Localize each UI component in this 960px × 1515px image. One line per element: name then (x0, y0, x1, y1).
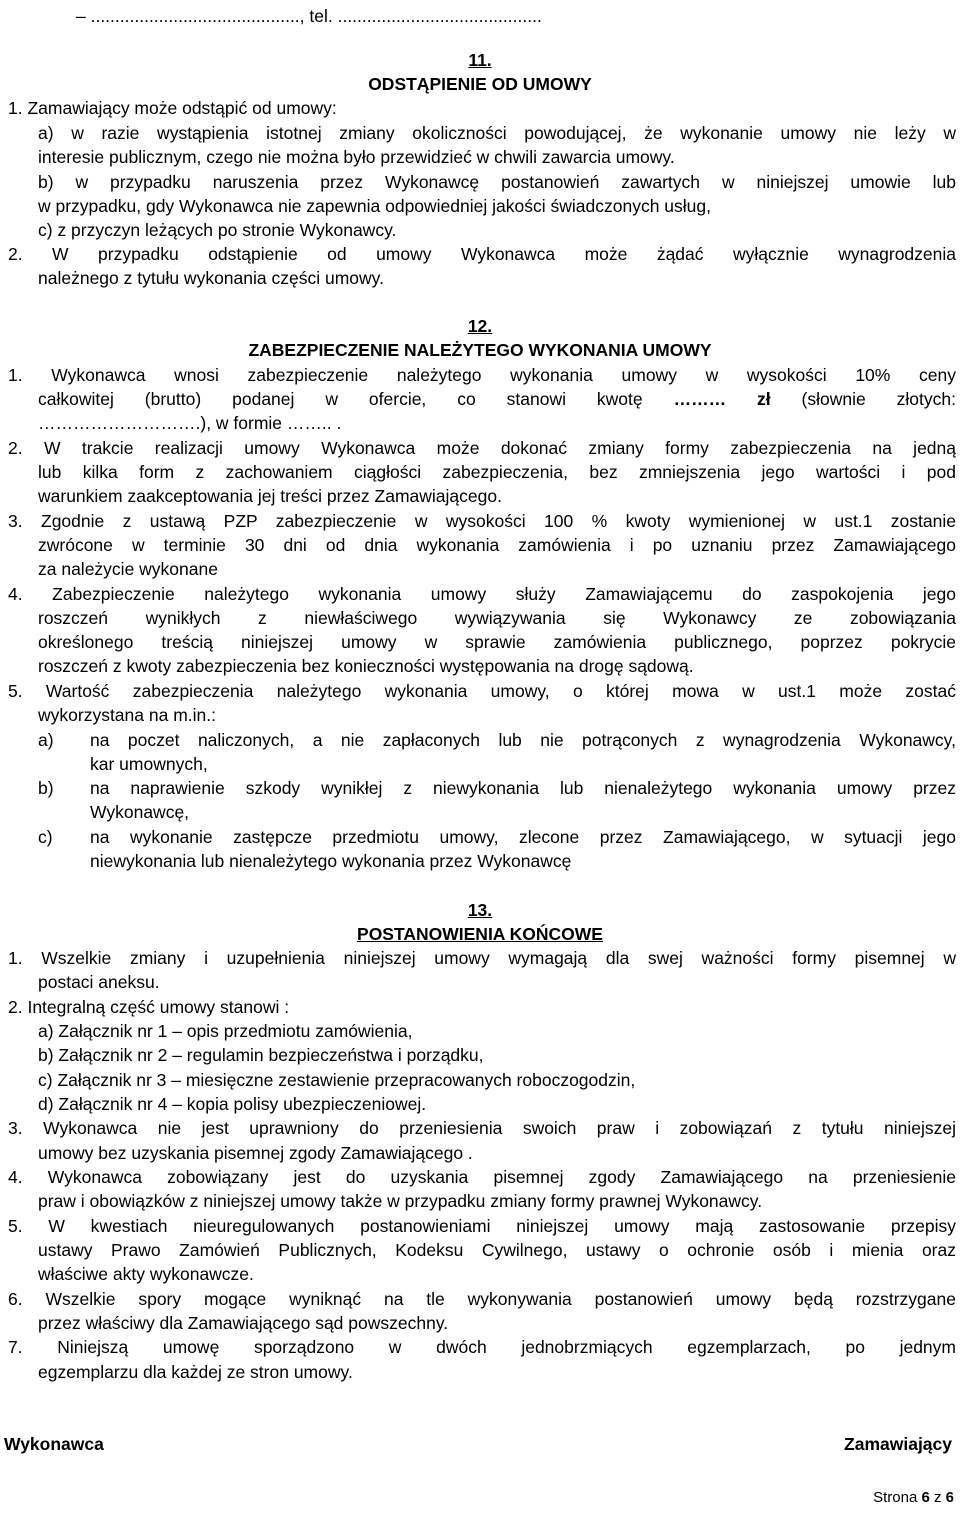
s12-sub-c-line-1: na wykonanie zastępcze przedmiotu umowy, zlecone przez Zamawiającego, w sytuacji jego (90, 827, 956, 847)
s13-item-2: 2. Integralną część umowy stanowi : (8, 997, 290, 1017)
section-13-title: POSTANOWIENIA KOŃCOWE (357, 924, 603, 944)
s12-sub-a-line-1: na poczet naliczonych, a nie zapłaconych lub nie potrąconych z wynagrodzenia Wykonawcy, (90, 730, 956, 750)
s11-item-b-line-2: w przypadku, gdy Wykonawca nie zapewnia odpowiedniej jakości świadczonych usług, (38, 196, 711, 216)
s13-attachment-b: b) Załącznik nr 2 – regulamin bezpieczeństwa i porządku, (38, 1045, 484, 1065)
section-12-number: 12. (467, 316, 493, 336)
s12-sub-a-line-2: kar umownych, (90, 754, 208, 774)
s11-item-2-line-2: należnego z tytułu wykonania części umowy. (38, 268, 384, 288)
s12-sub-c-label: c) (38, 827, 53, 847)
s12-item-1-line-1: 1. Wykonawca wnosi zabezpieczenie należytego wykonania umowy w wysokości 10% ceny (8, 365, 956, 385)
s12-sub-c-line-2: niewykonania lub nienależytego wykonania przez Wykonawcę (90, 851, 572, 871)
section-12-title: ZABEZPIECZENIE NALEŻYTEGO WYKONANIA UMOWY (248, 340, 712, 360)
s12-item-2-line-3: warunkiem zaakceptowania jej treści przez Zamawiającego. (38, 486, 502, 506)
s13-item-1-line-2: postaci aneksu. (38, 972, 160, 992)
s11-item-a-line-1: a) w razie wystąpienia istotnej zmiany okoliczności powodującej, że wykonanie umowy nie leży w (38, 123, 956, 143)
s12-item-4-line-3: określonego treścią niniejszej umowy w sprawie zamówienia publicznego, poprzez pokrycie (38, 632, 956, 652)
section-13-number: 13. (467, 900, 493, 920)
s12-item-3-line-2: zwrócone w terminie 30 dni od dnia wykonania zamówienia i po uznaniu przez Zamawiającego (38, 535, 956, 555)
s13-attachment-a: a) Załącznik nr 1 – opis przedmiotu zamówienia, (38, 1021, 413, 1041)
s12-item-4-line-2: roszczeń wynikłych z niewłaściwego wywiązywania się Wykonawcy ze zobowiązania (38, 608, 956, 628)
s12-item-4-line-4: roszczeń z kwoty zabezpieczenia bez konieczności występowania na drogę sądową. (38, 656, 694, 676)
section-11-number: 11. (468, 50, 492, 70)
s11-item-b-line-1: b) w przypadku naruszenia przez Wykonawcę postanowień zawartych w niniejszej umowie lub (38, 172, 956, 192)
s13-item-1-line-1: 1. Wszelkie zmiany i uzupełnienia niniejszej umowy wymagają dla swej ważności formy pisemnej w (8, 948, 956, 968)
s11-item-c: c) z przyczyn leżących po stronie Wykonawcy. (38, 220, 397, 240)
s12-item-2-line-2: lub kilka form z zachowaniem ciągłości zabezpieczenia, bez zmniejszenia jego wartości i pod (38, 462, 956, 482)
s12-item-4-line-1: 4. Zabezpieczenie należytego wykonania umowy służy Zamawiającemu do zaspokojenia jego (8, 584, 956, 604)
signature-contractor: Wykonawca (4, 1434, 104, 1454)
s12-item-1-line-3: ……………………….), w formie …….. . (38, 413, 342, 433)
s11-item-a-line-2: interesie publicznym, czego nie można było przewidzieć w chwili zawarcia umowy. (38, 147, 675, 167)
s12-item-3-line-3: za należycie wykonane (38, 559, 218, 579)
s12-item-2-line-1: 2. W trakcie realizacji umowy Wykonawca może dokonać zmiany formy zabezpieczenia na jedną (8, 438, 956, 458)
s12-sub-a-label: a) (38, 730, 54, 750)
s11-item-1: 1. Zamawiający może odstąpić od umowy: (8, 98, 337, 118)
s13-attachment-c: c) Załącznik nr 3 – miesięczne zestawienie przepracowanych roboczogodzin, (38, 1070, 636, 1090)
section-11-title: ODSTĄPIENIE OD UMOWY (368, 74, 592, 94)
s12-sub-b-line-2: Wykonawcę, (90, 802, 190, 822)
s12-sub-b-line-1: na naprawienie szkody wynikłej z niewykonania lub nienależytego wykonania umowy przez (90, 778, 956, 798)
s13-item-7-line-2: egzemplarzu dla każdej ze stron umowy. (38, 1362, 353, 1382)
s11-item-2-line-1: 2. W przypadku odstąpienie od umowy Wykonawca może żądać wyłącznie wynagrodzenia (8, 244, 956, 264)
s13-item-6-line-1: 6. Wszelkie spory mogące wyniknąć na tle wykonywania postanowień umowy będą rozstrzygane (8, 1289, 956, 1309)
s13-item-5-line-1: 5. W kwestiach nieuregulowanych postanowieniami niniejszej umowy mają zastosowanie przepisy (8, 1216, 956, 1236)
s13-item-5-line-2: ustawy Prawo Zamówień Publicznych, Kodeksu Cywilnego, ustawy o ochronie osób i mienia oraz (38, 1240, 956, 1260)
s13-item-4-line-2: praw i obowiązków z niniejszej umowy także w przypadku zmiany formy prawnej Wykonawcy. (38, 1191, 763, 1211)
s13-item-7-line-1: 7. Niniejszą umowę sporządzono w dwóch jednobrzmiących egzemplarzach, po jednym (8, 1337, 956, 1357)
s13-item-6-line-2: przez właściwy dla Zamawiającego sąd powszechny. (38, 1313, 449, 1333)
signature-employer: Zamawiający (844, 1434, 952, 1454)
contact-line: – ..........................................., tel. .......................................... (76, 6, 542, 26)
s12-item-5-line-2: wykorzystana na m.in.: (38, 705, 216, 725)
page-number: Strona 6 z 6 (873, 1489, 954, 1506)
s13-attachment-d: d) Załącznik nr 4 – kopia polisy ubezpieczeniowej. (38, 1094, 427, 1114)
s13-item-3-line-2: umowy bez uzyskania pisemnej zgody Zamawiającego . (38, 1143, 473, 1163)
s13-item-3-line-1: 3. Wykonawca nie jest uprawniony do przeniesienia swoich praw i zobowiązań z tytułu niniejszej (8, 1118, 956, 1138)
s12-item-5-line-1: 5. Wartość zabezpieczenia należytego wykonania umowy, o której mowa w ust.1 może zostać (8, 681, 956, 701)
s12-item-3-line-1: 3. Zgodnie z ustawą PZP zabezpieczenie w wysokości 100 % kwoty wymienionej w ust.1 zostanie (8, 511, 956, 531)
s12-item-1-line-2: całkowitej (brutto) podanej w ofercie, co stanowi kwotę ……… zł (słownie złotych: (38, 389, 956, 409)
s13-item-4-line-1: 4. Wykonawca zobowiązany jest do uzyskania pisemnej zgody Zamawiającego na przeniesienie (8, 1167, 956, 1187)
s13-item-5-line-3: właściwe akty wykonawcze. (38, 1264, 254, 1284)
s12-sub-b-label: b) (38, 778, 54, 798)
